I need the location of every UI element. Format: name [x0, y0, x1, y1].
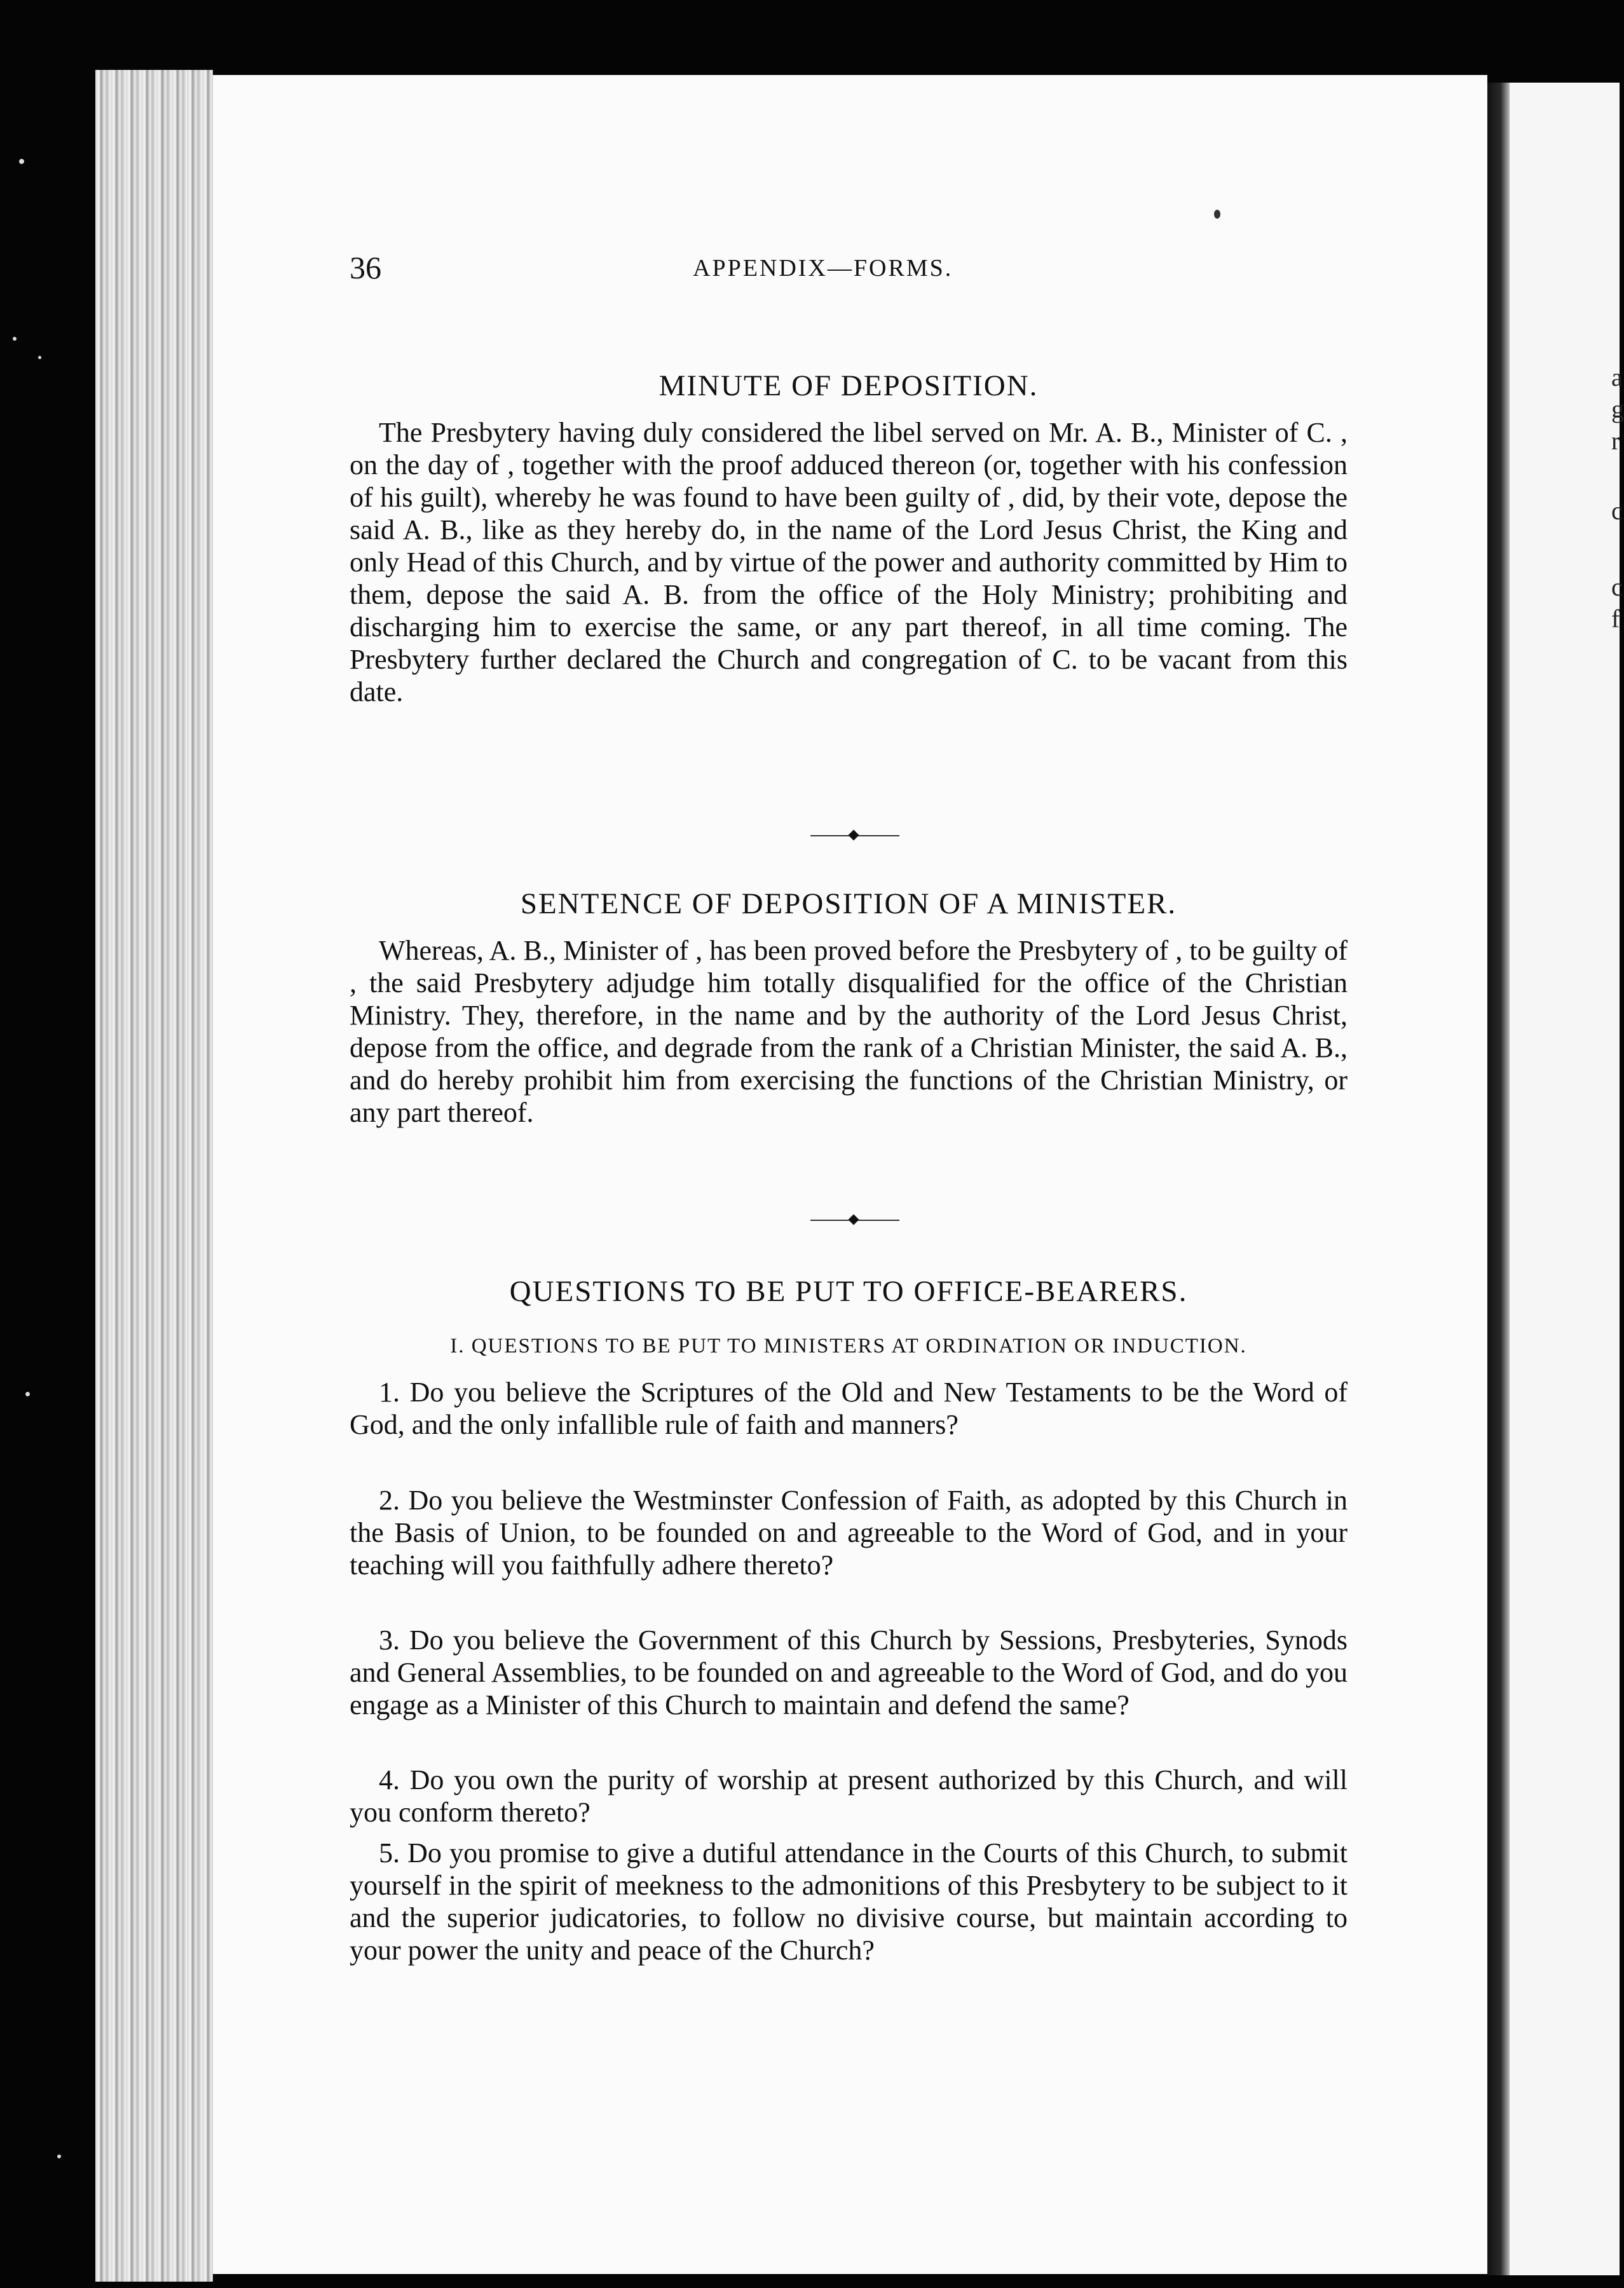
page-edges [95, 70, 213, 2282]
sentence-of-deposition-text: Whereas, A. B., Minister of , has been proved before the Presbytery of , to be guilty of , the said Presbytery adjudge him totally disqualified for the office of the Christian Ministry. They, therefore, in the name and by the authority of the Lord Jesus Christ, depose from the office, and degrade from the rank of a Christian Minister, the said A. B., and do hereby prohibit him from exercising the functions of the Christian Ministry, or any part thereof. [350, 935, 1348, 1128]
facing-page-fragment: r [1611, 426, 1620, 455]
facing-page-fragment: f [1611, 604, 1620, 633]
facing-page-fragment: c [1611, 573, 1623, 601]
questions-subheading: I. QUESTIONS TO BE PUT TO MINISTERS AT ORDINATION OR INDUCTION. [450, 1335, 1247, 1358]
section-heading-minute-of-deposition: MINUTE OF DEPOSITION. [658, 369, 1039, 402]
scan-speck [25, 1392, 30, 1396]
page-number: 36 [350, 250, 381, 285]
facing-page [1510, 83, 1620, 2275]
minute-of-deposition-text: The Presbytery having duly considered the libel served on Mr. A. B., Minister of C. , on the day of , together with the proof adduced thereon (or, together with his confession of his guilt), whereby he was found to have been guilty of , did, by their vote, depose the said A. B., like as they hereby do, in the name of the Lord Jesus Christ, the King and only Head of this Church, and by virtue of the power and authority committed by Him to them, depose the said A. B. from the office of the Holy Ministry; prohibiting and discharging him to exercise the same, or any part thereof, in all time coming. The Presbytery further declared the Church and congregation of C. to be vacant from this date. [350, 417, 1348, 707]
facing-page-fragment: a [1611, 363, 1623, 392]
scan-speck [19, 159, 24, 164]
facing-page-fragment: g [1611, 395, 1624, 423]
question-1: 1. Do you believe the Scriptures of the Old and New Testaments to be the Word of God, and the only infallible rule of faith and manners? [350, 1377, 1348, 1440]
ink-speck [1214, 210, 1220, 219]
question-5: 5. Do you promise to give a dutiful attendance in the Courts of this Church, to submit yourself in the spirit of meekness to the admonitions of this Presbytery to be subject to it and the superior judicatories, to follow no divisive course, but maintain according to your power the unity and peace of the Church? [350, 1837, 1348, 1966]
facing-page-fragment: c [1611, 496, 1623, 525]
scan-speck [13, 337, 17, 341]
ornamental-rule [810, 829, 899, 842]
question-2: 2. Do you believe the Westminster Confession of Faith, as adopted by this Church in the Basis of Union, to be founded on and agreeable to the Word of God, and in your teaching will you faithfully adhere thereto? [350, 1485, 1348, 1581]
scan-speck [38, 356, 41, 359]
facing-page-gutter [1487, 83, 1510, 2275]
section-heading-sentence-of-deposition: SENTENCE OF DEPOSITION OF A MINISTER. [520, 887, 1177, 920]
scan-speck [57, 2155, 61, 2158]
ornamental-rule [810, 1214, 899, 1227]
question-3: 3. Do you believe the Government of this Church by Sessions, Presbyteries, Synods and General Assemblies, to be founded on and agreeable to the Word of God, and do you engage as a Minister of this Church to maintain and defend the same? [350, 1624, 1348, 1720]
section-heading-questions: QUESTIONS TO BE PUT TO OFFICE-BEARERS. [509, 1275, 1188, 1308]
running-title: APPENDIX—FORMS. [693, 255, 953, 282]
question-4: 4. Do you own the purity of worship at present authorized by this Church, and will you conform thereto? [350, 1764, 1348, 1828]
running-head [350, 249, 1348, 287]
